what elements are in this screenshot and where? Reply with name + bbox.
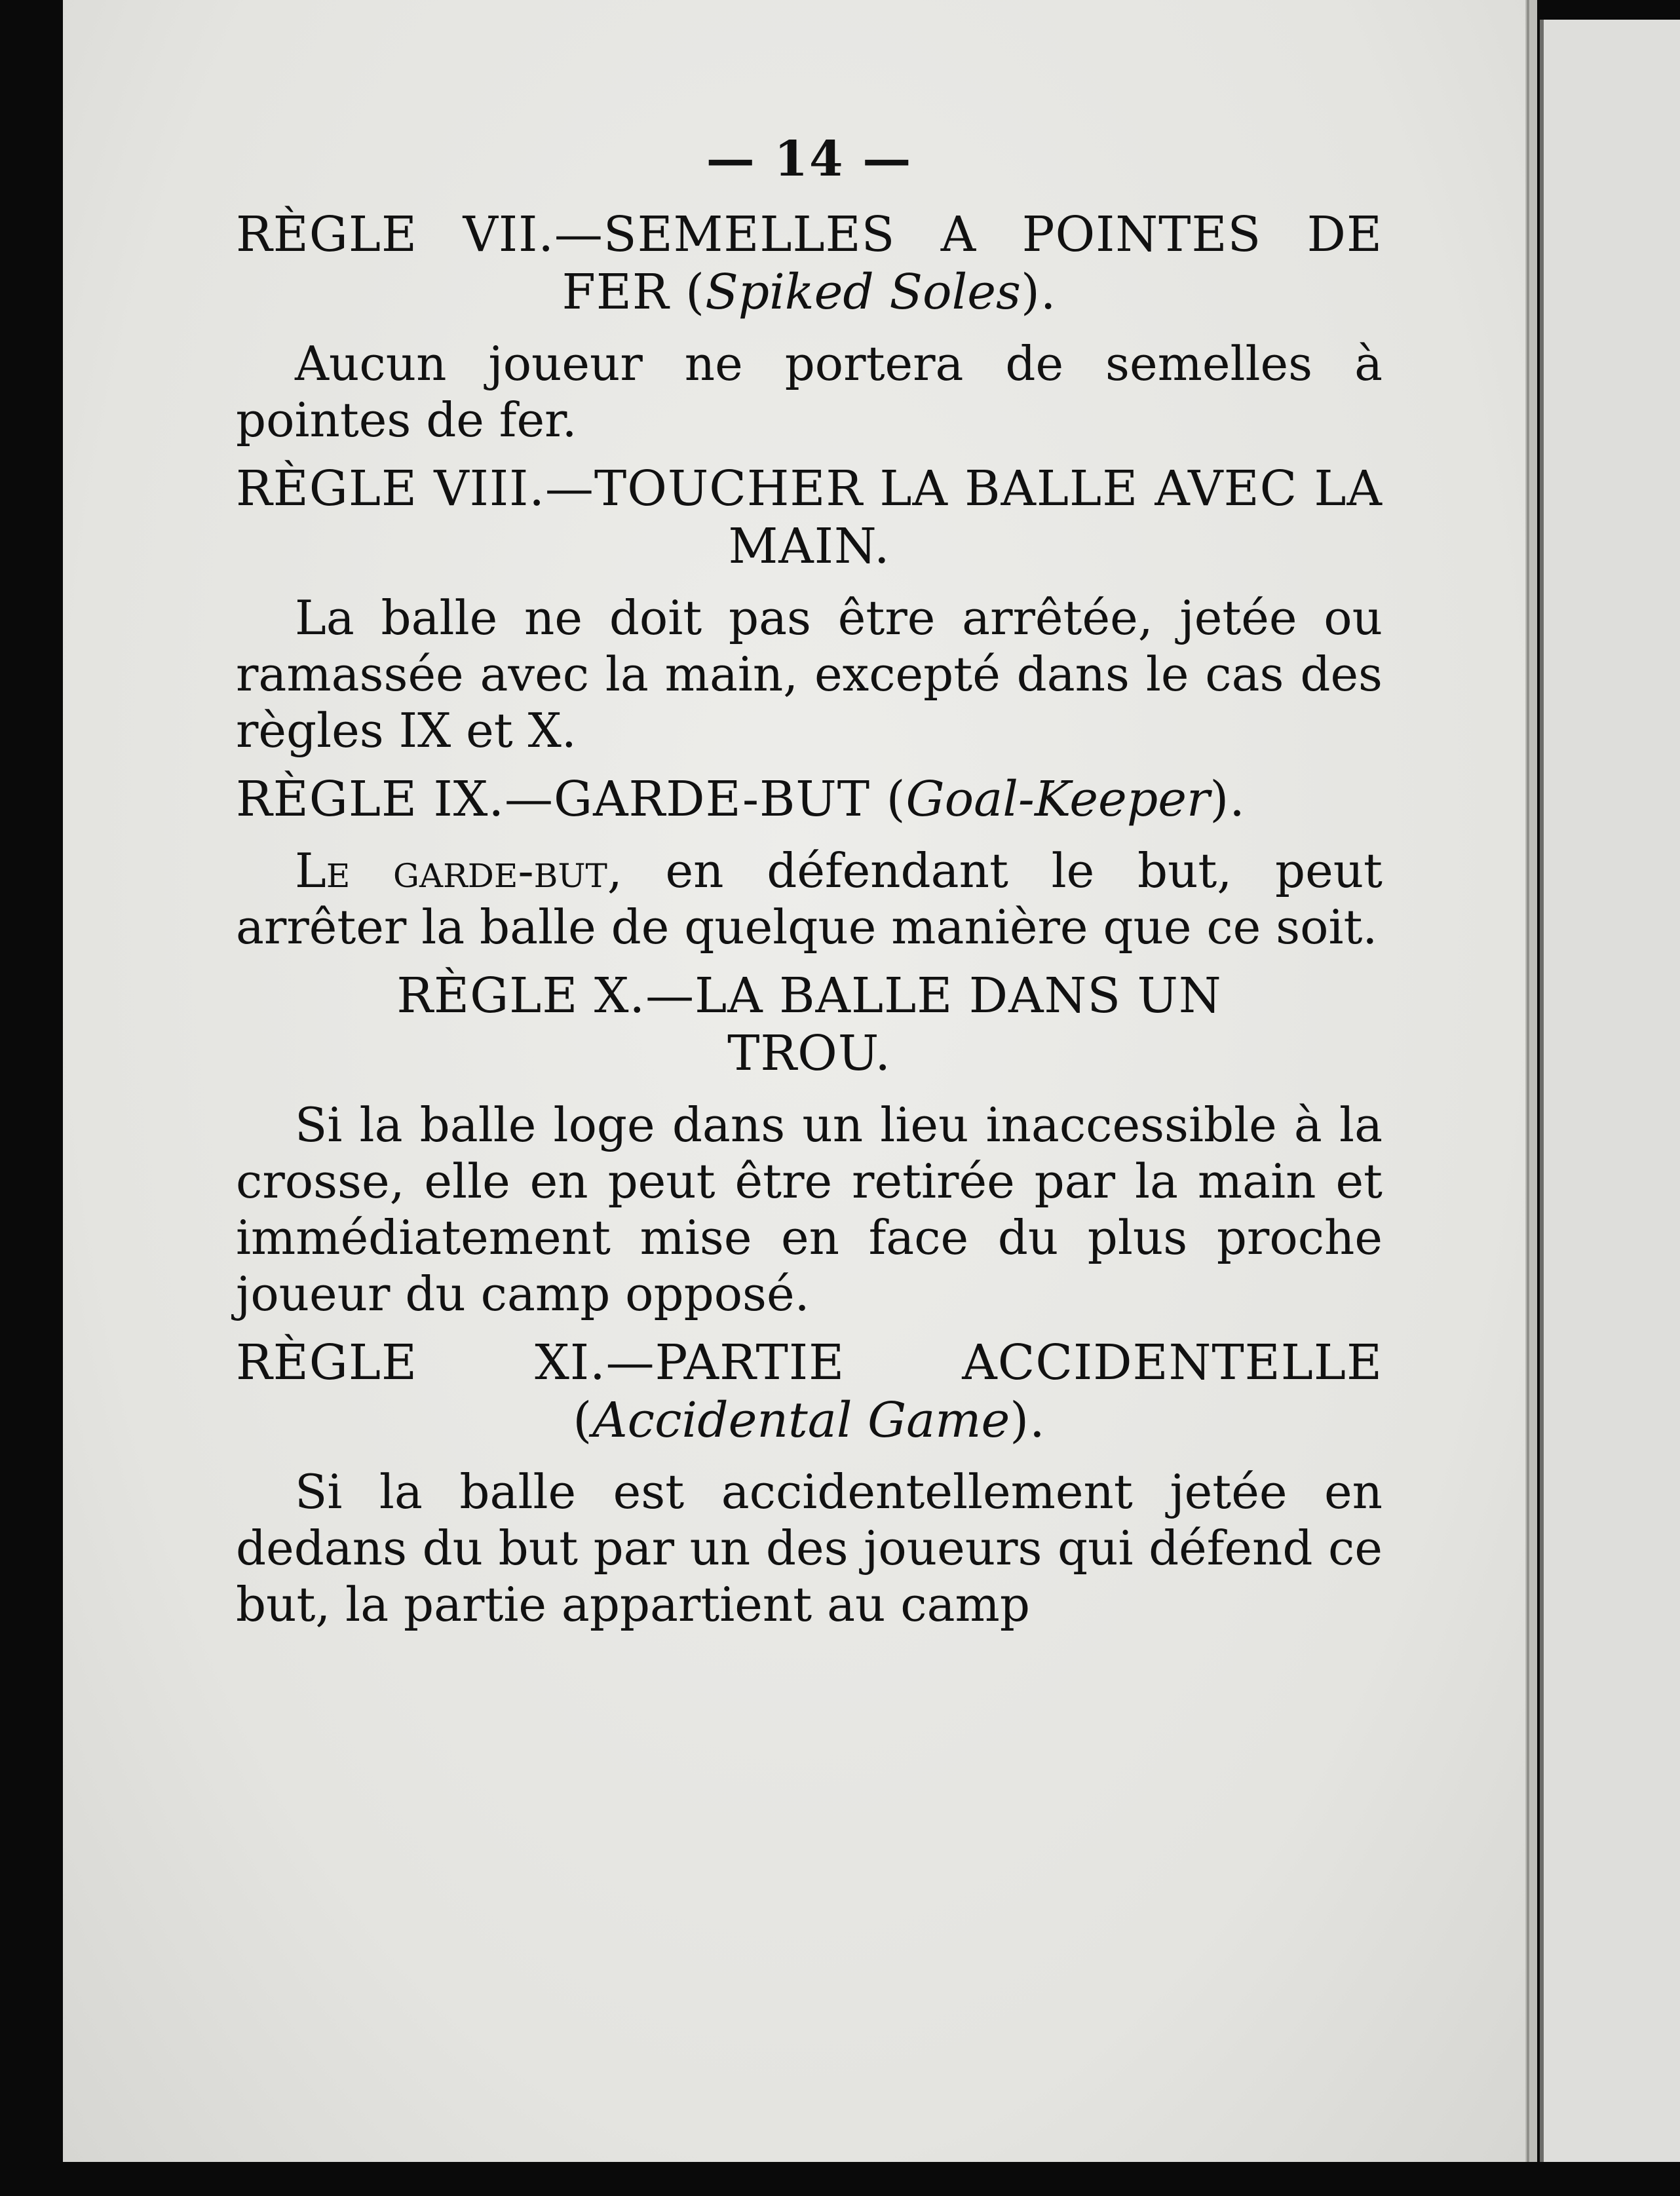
- rule-7-title: RÈGLE VII.—SEMELLES A POINTES DE FER: [236, 206, 1383, 320]
- rule-11-heading: RÈGLE XI.—PARTIE ACCIDENTELLE (Accidental Game).: [236, 1335, 1383, 1448]
- rule-9-title: RÈGLE IX.—GARDE-BUT: [236, 771, 871, 827]
- rule-11-english: Accidental Game: [592, 1392, 1010, 1448]
- rule-8-body: La balle ne doit pas être arrêtée, jetée ou ramassée avec la main, excepté dans le cas des règles IX et X.: [236, 590, 1383, 758]
- rule-10-body: Si la balle loge dans un lieu inaccessible à la crosse, elle en peut être retirée par la main et immédiatement mise en face du plus proche joueur du camp opposé.: [236, 1097, 1383, 1321]
- rule-11-title: RÈGLE XI.—PARTIE ACCIDENTELLE: [236, 1335, 1383, 1391]
- rule-7-body: Aucun joueur ne portera de semelles à pointes de fer.: [236, 336, 1383, 447]
- rule-9-body-text: , en défendant le but, peut arrêter la balle de quelque manière que ce soit.: [236, 843, 1383, 955]
- page-text: [236, 131, 1383, 1644]
- rule-9-body-lead: Le garde-but: [295, 843, 607, 898]
- rule-10-heading: RÈGLE X.—LA BALLE DANS UN TROU.: [396, 968, 1222, 1082]
- page-fold: [1527, 0, 1529, 2162]
- rule-9-heading: RÈGLE IX.—GARDE-BUT (Goal-Keeper).: [236, 771, 1246, 827]
- rule-11-body: Si la balle est accidentellement jetée en dedans du but par un des joueurs qui défend ce but, la partie appartient au camp: [236, 1464, 1383, 1632]
- rule-7-english: Spiked Soles: [705, 264, 1021, 320]
- rule-7-heading: RÈGLE VII.—SEMELLES A POINTES DE FER (Spiked Soles).: [236, 206, 1383, 320]
- rule-9-english: Goal-Keeper: [906, 771, 1210, 827]
- facing-page-edge: [1540, 20, 1680, 2162]
- page-number: — 14 —: [706, 131, 913, 187]
- rule-9-body: [236, 842, 1383, 955]
- rule-8-heading: RÈGLE VIII.—TOUCHER LA BALLE AVEC LA MAIN.: [236, 461, 1383, 575]
